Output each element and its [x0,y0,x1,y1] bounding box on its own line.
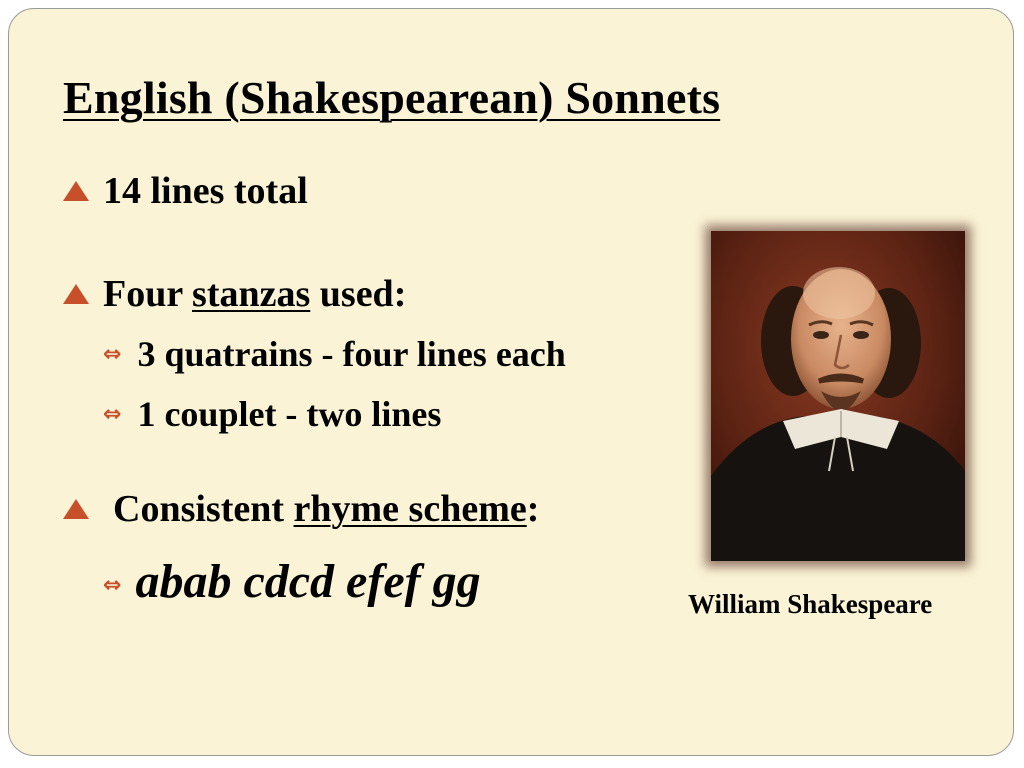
triangle-icon [63,181,89,201]
double-arrow-icon: ⇔ [103,341,122,367]
portrait-caption: William Shakespeare [688,589,933,619]
triangle-icon [63,499,89,519]
subbullet-rhyme-pattern [103,554,481,609]
triangle-icon [63,284,89,304]
stanzas-link[interactable]: stanzas [192,273,311,315]
slide-title: English (Shakespearean) Sonnets [63,72,721,123]
shakespeare-portrait [711,231,965,561]
bullet-text-pre: Consistent [113,488,294,530]
rhyme-scheme-link[interactable]: rhyme scheme [293,488,527,530]
subbullet-text: 1 couplet - two lines [137,394,442,434]
subbullet-couplet [103,393,441,435]
bullet-stanzas [63,272,406,316]
portrait-illustration [711,231,965,561]
bullet-lines-total [63,169,308,213]
double-arrow-icon: ⇔ [103,401,122,427]
bullet-text-post: used: [310,273,407,315]
rhyme-scheme-text: abab cdcd efef gg [135,555,481,608]
subbullet-text: 3 quatrains - four lines each [137,334,566,374]
bullet-text-post: : [526,488,540,530]
bullet-rhyme-scheme [63,487,539,531]
double-arrow-icon: ⇔ [103,573,122,598]
slide [8,8,1014,756]
subbullet-quatrains [103,333,566,375]
bullet-text-pre: Four [103,273,193,315]
bullet-text: 14 lines total [103,170,308,212]
